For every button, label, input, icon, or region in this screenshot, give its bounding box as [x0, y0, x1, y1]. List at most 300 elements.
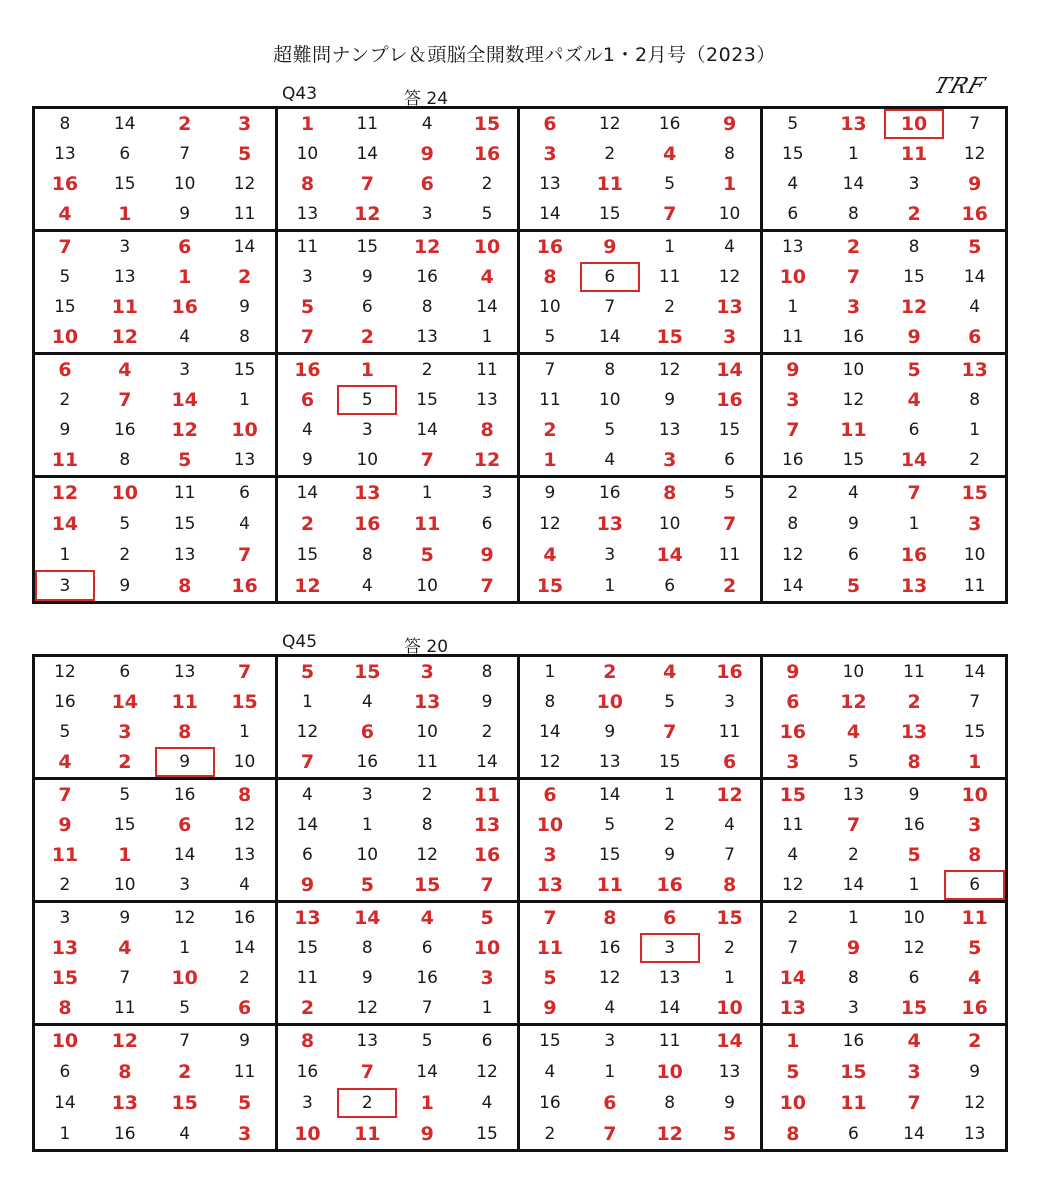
grid-cell: 11 [233, 204, 256, 224]
grid-cell: 12 [539, 514, 561, 535]
grid-cell: 12 [473, 449, 501, 471]
grid-cell: 11 [900, 143, 928, 165]
grid-cell: 7 [237, 543, 252, 566]
grid-cell: 7 [724, 845, 735, 865]
grid-cell: 12 [413, 236, 441, 258]
grid-cell: 9 [848, 514, 859, 535]
grid-cell: 5 [119, 785, 131, 805]
grid-cell: 5 [907, 844, 921, 866]
grid-box [278, 109, 521, 232]
grid-cell: 9 [300, 874, 315, 896]
grid-cell: 12 [598, 968, 621, 988]
grid-cell: 8 [421, 815, 433, 835]
grid-cell: 4 [179, 327, 191, 347]
grid-cell: 13 [416, 327, 438, 347]
grid-cell: 14 [111, 691, 139, 713]
grid-cell: 16 [294, 359, 321, 381]
grid-cell: 15 [231, 691, 258, 713]
grid-cell: 6 [420, 173, 434, 195]
grid-cell: 1 [786, 1030, 800, 1053]
grid-cell: 10 [113, 875, 136, 895]
grid-cell: 11 [718, 544, 741, 565]
grid-cell: 11 [658, 267, 681, 287]
grid-cell: 12 [840, 691, 867, 713]
grid-cell: 15 [539, 1031, 561, 1052]
grid-cell: 5 [907, 359, 921, 381]
grid-cell: 15 [473, 113, 501, 135]
grid-cell: 8 [119, 450, 131, 470]
grid-cell: 11 [51, 449, 79, 471]
grid-cell: 5 [604, 815, 616, 835]
grid-cell: 8 [908, 237, 920, 257]
grid-cell: 11 [781, 815, 804, 835]
grid-cell: 16 [416, 267, 438, 287]
grid-cell: 9 [544, 483, 556, 504]
grid-cell: 7 [846, 266, 861, 288]
grid-cell: 2 [664, 297, 676, 317]
grid-cell: 8 [361, 544, 373, 565]
grid-cell: 6 [543, 113, 557, 135]
answer-cell: 3 [35, 570, 95, 601]
grid-cell: 7 [179, 144, 191, 164]
grid-box [520, 232, 763, 355]
grid-box [520, 355, 763, 478]
grid-cell: 4 [663, 661, 677, 683]
grid-cell: 15 [781, 144, 804, 164]
grid-cell: 7 [969, 692, 981, 712]
answer-cell: 3 [640, 933, 700, 963]
handwritten-signature: TRF [930, 74, 989, 99]
grid-box [278, 1026, 521, 1149]
grid-cell: 11 [354, 1122, 381, 1145]
grid-cell: 5 [178, 449, 192, 471]
grid-cell: 8 [178, 721, 192, 743]
grid-cell: 1 [787, 297, 799, 317]
grid-cell: 9 [969, 1062, 981, 1083]
grid-cell: 16 [173, 785, 196, 805]
grid-cell: 14 [416, 420, 438, 440]
grid-cell: 3 [968, 814, 982, 836]
grid-cell: 3 [59, 908, 71, 928]
grid-cell: 14 [539, 204, 561, 224]
grid-cell: 2 [481, 174, 493, 194]
grid-cell: 15 [356, 237, 379, 257]
grid-cell: 14 [296, 483, 319, 504]
grid-cell: 7 [421, 998, 433, 1018]
grid-cell: 1 [604, 575, 616, 596]
grid-cell: 8 [848, 968, 859, 988]
grid-cell: 7 [846, 814, 861, 836]
grid-cell: 9 [59, 420, 71, 440]
grid-cell: 3 [786, 389, 800, 411]
grid-cell: 13 [840, 113, 867, 135]
grid-cell: 3 [722, 326, 737, 348]
grid-cell: 4 [968, 967, 982, 989]
grid-cell: 10 [111, 482, 139, 505]
grid-cell: 15 [961, 482, 988, 505]
grid-cell: 9 [480, 543, 494, 566]
grid-cell: 1 [239, 722, 250, 742]
grid-cell: 1 [543, 449, 557, 471]
grid-cell: 2 [481, 722, 493, 742]
grid-cell: 11 [296, 968, 319, 988]
grid-cell: 11 [596, 173, 624, 195]
grid-cell: 13 [473, 814, 501, 836]
grid-cell: 10 [903, 908, 925, 928]
grid-cell: 2 [59, 875, 71, 895]
grid-cell: 4 [58, 751, 72, 773]
grid-cell: 11 [473, 784, 501, 806]
grid-cell: 11 [658, 1031, 681, 1052]
grid-cell: 7 [663, 721, 677, 743]
grid-cell: 5 [544, 327, 556, 347]
grid-cell: 9 [119, 575, 131, 596]
grid-cell: 3 [480, 967, 494, 989]
grid-cell: 10 [539, 297, 561, 317]
grid-cell: 7 [907, 1091, 921, 1114]
grid-box [763, 903, 1006, 1026]
grid-cell: 11 [840, 419, 867, 441]
grid-cell: 9 [908, 785, 920, 805]
grid-box [35, 780, 278, 903]
grid-cell: 1 [179, 938, 191, 958]
grid-cell: 16 [779, 721, 807, 743]
grid-cell: 15 [416, 390, 438, 410]
grid-box [520, 903, 763, 1026]
grid-cell: 1 [118, 203, 132, 225]
grid-cell: 14 [51, 513, 79, 536]
grid-cell: 9 [420, 143, 434, 165]
grid-cell: 4 [480, 266, 494, 288]
grid-cell: 3 [237, 113, 252, 135]
grid-box [520, 478, 763, 601]
grid-cell: 13 [900, 721, 928, 743]
grid-cell: 1 [908, 514, 920, 535]
answer-cell: 5 [337, 385, 397, 415]
grid-cell: 16 [233, 908, 256, 928]
grid-cell: 14 [658, 998, 681, 1018]
grid-box [278, 780, 521, 903]
grid-cell: 16 [113, 420, 136, 440]
grid-box [35, 232, 278, 355]
grid-cell: 6 [722, 751, 737, 773]
grid-cell: 15 [476, 1123, 498, 1144]
grid-cell: 16 [473, 143, 501, 165]
grid-box [520, 657, 763, 780]
grid-cell: 12 [416, 845, 438, 865]
grid-cell: 3 [663, 449, 677, 471]
grid-cell: 10 [356, 845, 379, 865]
grid-cell: 11 [113, 998, 136, 1018]
grid-cell: 6 [361, 297, 373, 317]
grid-cell: 11 [903, 662, 925, 682]
grid-cell: 4 [604, 450, 616, 470]
grid-cell: 16 [354, 513, 381, 536]
answer-label-q43: 答 24 [404, 89, 449, 109]
grid-cell: 7 [907, 482, 921, 505]
grid-cell: 11 [596, 874, 624, 896]
grid-cell: 6 [968, 326, 982, 348]
grid-cell: 16 [113, 1123, 136, 1144]
grid-cell: 9 [543, 997, 557, 1019]
grid-cell: 16 [658, 114, 681, 134]
grid-cell: 8 [786, 1122, 800, 1145]
grid-cell: 4 [724, 237, 735, 257]
grid-box [520, 1026, 763, 1149]
grid-cell: 10 [473, 937, 501, 959]
grid-cell: 2 [969, 450, 981, 470]
grid-cell: 10 [658, 514, 681, 535]
grid-cell: 5 [480, 907, 494, 929]
grid-cell: 7 [300, 326, 315, 348]
grid-cell: 4 [421, 114, 433, 134]
grid-cell: 8 [604, 360, 616, 380]
grid-cell: 8 [969, 390, 981, 410]
grid-cell: 10 [718, 204, 741, 224]
grid-cell: 12 [54, 662, 76, 682]
grid-cell: 16 [416, 968, 438, 988]
grid-cell: 5 [300, 661, 315, 683]
grid-cell: 15 [598, 204, 621, 224]
grid-cell: 8 [968, 844, 982, 866]
grid-cell: 6 [786, 691, 800, 713]
grid-cell: 13 [354, 482, 381, 505]
grid-cell: 15 [840, 1061, 867, 1084]
grid-box [763, 780, 1006, 903]
grid-cell: 10 [842, 662, 865, 682]
grid-cell: 6 [848, 544, 859, 565]
grid-cell: 2 [59, 390, 71, 410]
grid-cell: 16 [716, 661, 743, 683]
grid-cell: 15 [113, 815, 136, 835]
grid-box [35, 657, 278, 780]
grid-cell: 15 [656, 326, 683, 348]
grid-cell: 15 [903, 267, 925, 287]
grid-cell: 16 [842, 327, 865, 347]
grid-cell: 10 [231, 419, 258, 441]
grid-cell: 6 [58, 359, 72, 381]
grid-cell: 4 [302, 785, 313, 805]
grid-box [520, 780, 763, 903]
grid-cell: 7 [420, 449, 434, 471]
grid-cell: 6 [237, 997, 252, 1019]
grid-cell: 9 [786, 359, 800, 381]
grid-cell: 7 [300, 751, 315, 773]
grid-cell: 16 [539, 1092, 561, 1113]
grid-cell: 10 [596, 691, 624, 713]
grid-cell: 1 [360, 359, 374, 381]
grid-cell: 14 [598, 327, 621, 347]
grid-cell: 12 [656, 1122, 683, 1145]
grid-cell: 12 [781, 875, 804, 895]
grid-cell: 3 [179, 875, 191, 895]
grid-cell: 8 [907, 751, 921, 773]
grid-cell: 7 [543, 907, 557, 929]
grid-cell: 10 [171, 967, 198, 989]
grid-cell: 5 [481, 204, 493, 224]
grid-cell: 6 [543, 784, 557, 806]
grid-cell: 3 [361, 420, 373, 440]
grid-cell: 16 [716, 389, 743, 411]
grid-cell: 8 [787, 514, 799, 535]
grid-cell: 11 [413, 513, 441, 536]
grid-cell: 4 [663, 143, 677, 165]
grid-cell: 13 [113, 267, 136, 287]
grid-cell: 3 [907, 1061, 921, 1084]
grid-cell: 5 [59, 722, 71, 742]
grid-cell: 3 [724, 692, 735, 712]
grid-cell: 5 [968, 236, 982, 258]
grid-cell: 13 [900, 574, 928, 597]
grid-cell: 2 [543, 419, 557, 441]
grid-cell: 8 [663, 482, 677, 505]
grid-cell: 16 [356, 752, 379, 772]
grid-cell: 7 [58, 236, 72, 258]
grid-box [763, 657, 1006, 780]
grid-cell: 10 [173, 174, 196, 194]
grid-cell: 1 [848, 144, 859, 164]
grid-box [278, 903, 521, 1026]
grid-cell: 1 [664, 785, 676, 805]
grid-cell: 3 [421, 204, 433, 224]
grid-cell: 12 [233, 174, 256, 194]
grid-cell: 14 [173, 845, 196, 865]
grid-cell: 2 [544, 1123, 556, 1144]
grid-cell: 7 [787, 938, 799, 958]
grid-cell: 9 [239, 1031, 250, 1052]
grid-cell: 13 [961, 359, 988, 381]
grid-box [763, 1026, 1006, 1149]
grid-cell: 5 [179, 998, 191, 1018]
grid-cell: 7 [58, 784, 72, 806]
grid-cell: 2 [178, 1061, 192, 1084]
grid-cell: 5 [787, 114, 799, 134]
grid-cell: 3 [848, 998, 859, 1018]
grid-cell: 10 [416, 575, 438, 596]
grid-cell: 4 [481, 1092, 493, 1113]
grid-cell: 7 [360, 173, 374, 195]
grid-cell: 8 [237, 784, 252, 806]
grid-cell: 15 [54, 297, 76, 317]
grid-cell: 9 [420, 1122, 434, 1145]
grid-cell: 9 [604, 722, 616, 742]
grid-cell: 3 [420, 661, 434, 683]
grid-cell: 11 [961, 907, 988, 929]
grid-cell: 1 [481, 998, 493, 1018]
grid-cell: 5 [664, 174, 676, 194]
grid-cell: 3 [481, 483, 493, 504]
grid-cell: 16 [536, 236, 564, 258]
grid-cell: 4 [848, 483, 859, 504]
grid-cell: 14 [963, 267, 986, 287]
grid-cell: 4 [907, 1030, 921, 1053]
answer-cell: 6 [944, 870, 1005, 900]
grid-cell: 11 [476, 360, 498, 380]
grid-cell: 10 [296, 144, 319, 164]
grid-cell: 7 [722, 513, 737, 536]
grid-cell: 6 [908, 420, 920, 440]
grid-cell: 5 [786, 1061, 800, 1084]
grid-cell: 4 [787, 845, 799, 865]
answer-cell: 9 [155, 747, 215, 777]
grid-cell: 16 [903, 815, 925, 835]
grid-cell: 15 [354, 661, 381, 683]
grid-cell: 15 [171, 1091, 198, 1114]
grid-cell: 1 [722, 173, 737, 195]
grid-cell: 12 [296, 722, 319, 742]
grid-cell: 2 [787, 483, 799, 504]
grid-cell: 15 [296, 938, 319, 958]
grid-cell: 1 [118, 844, 132, 866]
sudoku-grid-q43 [32, 106, 1008, 604]
grid-cell: 14 [54, 1092, 76, 1113]
grid-cell: 14 [781, 575, 804, 596]
grid-cell: 12 [173, 908, 196, 928]
grid-cell: 2 [604, 144, 616, 164]
grid-cell: 13 [539, 174, 561, 194]
grid-cell: 9 [603, 236, 617, 258]
grid-cell: 10 [473, 236, 501, 258]
grid-cell: 14 [476, 752, 498, 772]
grid-cell: 12 [356, 998, 379, 1018]
grid-cell: 11 [296, 237, 319, 257]
grid-cell: 7 [480, 874, 494, 896]
grid-cell: 13 [598, 752, 621, 772]
grid-cell: 8 [603, 907, 617, 929]
grid-cell: 4 [969, 297, 981, 317]
grid-cell: 11 [171, 691, 198, 713]
grid-cell: 13 [658, 968, 681, 988]
grid-cell: 9 [722, 113, 737, 135]
grid-cell: 3 [118, 721, 132, 743]
grid-cell: 1 [178, 266, 192, 288]
grid-cell: 4 [118, 937, 132, 959]
grid-cell: 13 [173, 662, 196, 682]
grid-cell: 12 [233, 815, 256, 835]
grid-cell: 6 [119, 662, 131, 682]
grid-cell: 3 [908, 174, 920, 194]
grid-cell: 14 [716, 1030, 743, 1053]
grid-cell: 3 [968, 513, 982, 536]
grid-cell: 10 [536, 814, 564, 836]
grid-cell: 4 [543, 543, 557, 566]
grid-cell: 2 [603, 661, 617, 683]
grid-cell: 6 [300, 389, 315, 411]
grid-cell: 2 [907, 203, 921, 225]
page-title: 超難問ナンプレ＆頭脳全開数理パズル1・2月号（2023） [273, 44, 776, 66]
grid-cell: 5 [848, 752, 859, 772]
grid-cell: 4 [179, 1123, 191, 1144]
grid-cell: 8 [118, 1061, 132, 1084]
grid-cell: 12 [476, 1062, 498, 1083]
grid-cell: 16 [231, 574, 258, 597]
grid-cell: 8 [178, 574, 192, 597]
grid-cell: 8 [848, 204, 859, 224]
grid-cell: 14 [842, 875, 865, 895]
grid-cell: 12 [658, 360, 681, 380]
grid-cell: 7 [786, 419, 800, 441]
grid-cell: 4 [846, 721, 861, 743]
grid-cell: 4 [544, 1062, 556, 1083]
grid-cell: 4 [361, 575, 373, 596]
grid-cell: 15 [658, 752, 681, 772]
grid-cell: 11 [539, 390, 561, 410]
grid-cell: 6 [848, 1123, 859, 1144]
grid-cell: 7 [118, 389, 132, 411]
grid-cell: 12 [963, 144, 986, 164]
grid-cell: 15 [779, 784, 807, 806]
grid-cell: 5 [846, 574, 861, 597]
